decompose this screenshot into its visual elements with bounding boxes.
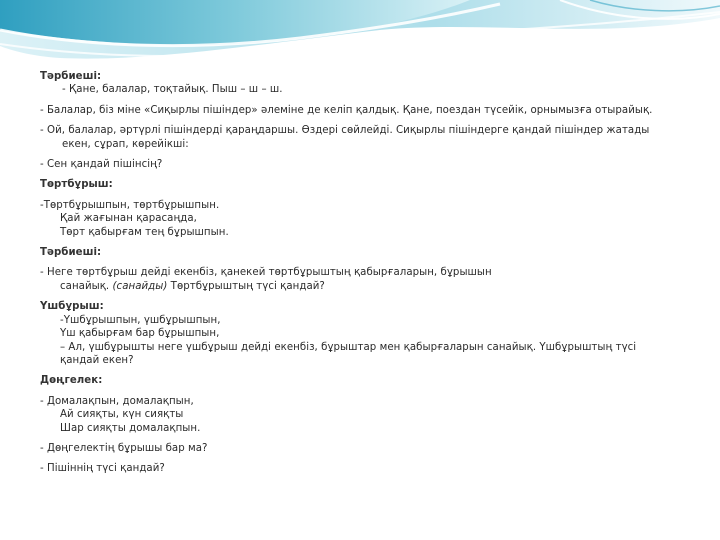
line: Үш қабырғам бар бұрышпын, bbox=[60, 328, 220, 340]
line: - Сен қандай пішінсің? bbox=[40, 159, 163, 171]
line: – Ал, үшбұрышты неге үшбұрыш дейді екенбіз, бұрыштар мен қабырғаларын санайық. Үшбұрыштың түсі bbox=[60, 341, 637, 353]
line: -Төртбұрышпын, төртбұрышпын. bbox=[40, 199, 220, 211]
line bbox=[40, 280, 700, 293]
speaker-triangle: Үшбұрыш: bbox=[40, 301, 104, 313]
line: Төрт қабырғам тең бұрышпын. bbox=[60, 226, 229, 238]
speaker-square: Төртбұрыш: bbox=[40, 179, 113, 191]
line: -Үшбұрышпын, үшбұрышпын, bbox=[60, 314, 221, 326]
line: - Неге төртбұрыш дейді екенбіз, қанекей төртбұрыштың қабырғаларын, бұрышын bbox=[40, 267, 492, 279]
line: - Балалар, біз міне «Сиқырлы пішіндер» әлеміне де келіп қалдық. Қане, поездан түсейік, орнымызға отырайық. bbox=[40, 104, 653, 116]
header-wave-decoration bbox=[0, 0, 720, 80]
line: Ай сияқты, күн сияқты bbox=[60, 409, 184, 421]
line: қандай екен? bbox=[60, 354, 134, 366]
line: - Пішіннің түсі қандай? bbox=[40, 463, 165, 475]
line: Шар сияқты домалақпын. bbox=[60, 422, 201, 434]
line: - Ой, балалар, әртүрлі пішіндерді қараңдаршы. Өздері сөйлейді. Сиқырлы пішіндерге қандай пішіндер жатады bbox=[40, 125, 650, 137]
stage-direction: (санайды) bbox=[112, 280, 168, 292]
line-part: санайық. bbox=[60, 280, 110, 292]
speaker-teacher: Тәрбиеші: bbox=[40, 71, 102, 82]
line: - Қане, балалар, тоқтайық. Пыш – ш – ш. bbox=[62, 84, 283, 96]
lesson-script bbox=[40, 70, 700, 476]
line: екен, сұрап, көрейікші: bbox=[62, 138, 189, 150]
line: - Домалақпын, домалақпын, bbox=[40, 395, 194, 407]
speaker-teacher: Тәрбиеші: bbox=[40, 247, 102, 259]
line-part: Төртбұрыштың түсі қандай? bbox=[170, 280, 325, 292]
line: Қай жағынан қарасаңда, bbox=[60, 213, 197, 225]
speaker-circle: Дөңгелек: bbox=[40, 375, 103, 387]
line: - Дөңгелектің бұрышы бар ма? bbox=[40, 442, 208, 454]
